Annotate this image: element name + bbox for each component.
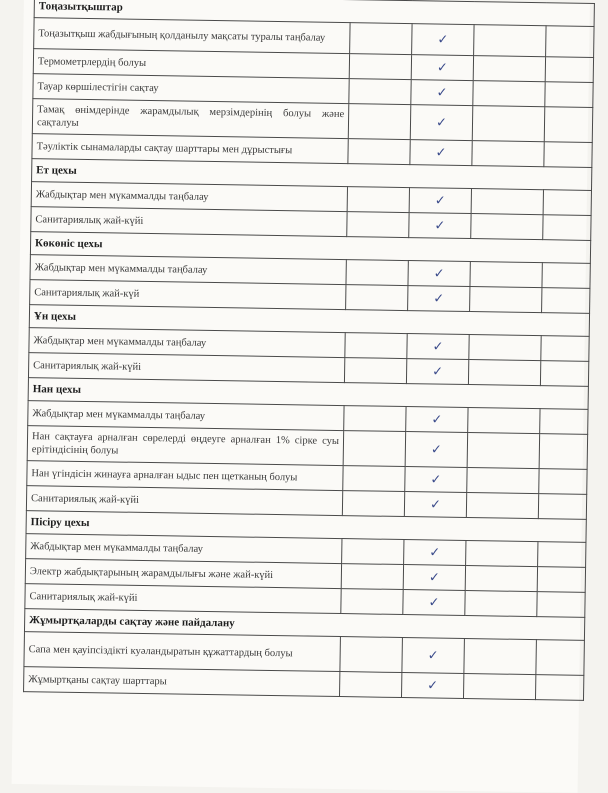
- requirement-label: Жабдықтар мен мүкаммалды таңбалау: [31, 182, 347, 212]
- empty-cell: [467, 468, 539, 494]
- empty-cell: [471, 189, 543, 215]
- empty-cell: [541, 336, 589, 362]
- checkmark-icon: ✓: [432, 338, 444, 355]
- checkmark-icon: ✓: [430, 441, 442, 458]
- empty-cell: [543, 215, 591, 241]
- requirement-label: Санитариялық жай-күйі: [28, 353, 344, 383]
- checkmark-icon: ✓: [429, 496, 442, 513]
- empty-cell: [344, 406, 406, 432]
- empty-cell: [464, 638, 537, 674]
- checkmark-icon: ✓: [427, 647, 439, 664]
- requirement-label: Жабдықтар мен мүкаммалды таңбалау: [26, 534, 342, 564]
- empty-cell: [469, 335, 541, 361]
- checkmark-icon: ✓: [432, 363, 444, 380]
- checkmark-icon: ✓: [436, 84, 448, 101]
- checkmark-icon: ✓: [433, 290, 445, 307]
- empty-cell: [346, 285, 408, 311]
- checkmark-cell: [402, 638, 465, 674]
- checkmark-icon: ✓: [435, 144, 447, 161]
- checkmark-icon: ✓: [427, 677, 439, 694]
- section-title: Нан цехы: [28, 378, 588, 410]
- empty-cell: [467, 433, 540, 469]
- section-title: Жұмыртқаларды сақтау және пайдалану: [24, 609, 584, 641]
- empty-cell: [348, 104, 411, 140]
- checkmark-icon: ✓: [435, 114, 448, 131]
- empty-cell: [546, 26, 594, 58]
- empty-cell: [535, 675, 583, 701]
- section-title: Ұн цехы: [29, 305, 589, 337]
- checkmark-cell: [404, 492, 466, 518]
- empty-cell: [349, 79, 411, 105]
- checkmark-icon: ✓: [428, 594, 440, 611]
- empty-cell: [538, 494, 586, 520]
- empty-cell: [538, 542, 586, 568]
- empty-cell: [466, 493, 538, 519]
- empty-cell: [471, 214, 543, 240]
- empty-cell: [468, 360, 540, 386]
- checkmark-icon: ✓: [433, 265, 445, 282]
- empty-cell: [472, 141, 544, 167]
- requirement-label: Электр жабдықтарының жарамдылығы және жай-күйі: [25, 559, 341, 589]
- empty-cell: [344, 358, 406, 384]
- empty-cell: [350, 23, 412, 55]
- document-sheet: [12, 0, 590, 793]
- empty-cell: [347, 187, 409, 213]
- empty-cell: [466, 541, 538, 567]
- empty-cell: [342, 491, 404, 517]
- empty-cell: [470, 287, 542, 313]
- checkmark-icon: ✓: [434, 217, 446, 234]
- empty-cell: [468, 408, 540, 434]
- empty-cell: [341, 564, 403, 590]
- empty-cell: [472, 106, 545, 142]
- empty-cell: [342, 539, 404, 565]
- checkmark-cell: [408, 286, 470, 312]
- empty-cell: [473, 56, 545, 82]
- checkmark-icon: ✓: [437, 31, 449, 48]
- checkmark-icon: ✓: [428, 569, 440, 586]
- checkmark-cell: [401, 673, 463, 699]
- requirement-label: Тәуліктік сынамаларды сақтау шарттары мен дұрыстығы: [32, 134, 348, 164]
- empty-cell: [539, 469, 587, 495]
- section-title: Ет цехы: [32, 159, 592, 191]
- empty-cell: [340, 637, 403, 673]
- empty-cell: [473, 81, 545, 107]
- requirement-label: Тамақ өнімдерінде жарамдылық мерзімдерінің болуы және сақталуы: [32, 99, 349, 139]
- empty-cell: [544, 142, 592, 168]
- requirement-label: Сапа мен қауіпсіздікті куәландыратын құжаттардың болуы: [24, 632, 341, 672]
- section-title: Пісіру цехы: [26, 511, 586, 543]
- requirement-label: Жұмыртқаны сақтау шарттары: [24, 667, 340, 697]
- empty-cell: [345, 333, 407, 359]
- empty-cell: [539, 434, 588, 470]
- empty-cell: [545, 57, 593, 83]
- checkmark-cell: [412, 24, 474, 56]
- empty-cell: [343, 466, 405, 492]
- empty-cell: [543, 190, 591, 216]
- checkmark-icon: ✓: [429, 544, 441, 561]
- checkmark-cell: [405, 467, 467, 493]
- empty-cell: [341, 589, 403, 615]
- requirement-label: Тоңазытқыш жабдығының қолданылу мақсаты туралы таңбалау: [34, 18, 350, 54]
- empty-cell: [348, 139, 410, 165]
- checkmark-cell: [410, 140, 472, 166]
- requirement-label: Жабдықтар мен мүкаммалды таңбалау: [30, 255, 346, 285]
- empty-cell: [542, 263, 590, 289]
- empty-cell: [465, 566, 537, 592]
- empty-cell: [346, 260, 408, 286]
- requirement-label: Жабдықтар мен мүкаммалды таңбалау: [29, 328, 345, 358]
- checkmark-icon: ✓: [431, 411, 443, 428]
- checkmark-cell: [407, 334, 469, 360]
- requirement-label: Жабдықтар мен мүкаммалды таңбалау: [28, 401, 344, 431]
- requirement-label: Нан үгіндісін жинауға арналған ыдыс пен щетканың болуы: [27, 461, 343, 491]
- empty-cell: [536, 640, 585, 676]
- checkmark-cell: [409, 213, 471, 239]
- empty-cell: [470, 262, 542, 288]
- requirement-label: Тауар көршілестігін сақтау: [33, 74, 349, 104]
- checkmark-cell: [408, 261, 470, 287]
- checkmark-cell: [405, 432, 468, 468]
- checkmark-icon: ✓: [434, 192, 446, 209]
- checkmark-cell: [404, 540, 466, 566]
- empty-cell: [474, 25, 546, 57]
- requirement-label: Санитариялық жай-күйі: [26, 486, 342, 516]
- requirement-label: Санитариялық жай-күйі: [31, 207, 347, 237]
- checkmark-cell: [406, 407, 468, 433]
- empty-cell: [465, 591, 537, 617]
- empty-cell: [537, 567, 585, 593]
- empty-cell: [537, 592, 585, 618]
- checkmark-cell: [411, 55, 473, 81]
- empty-cell: [540, 361, 588, 387]
- requirement-label: Санитариялық жай-күй: [30, 280, 346, 310]
- checkmark-cell: [403, 590, 465, 616]
- empty-cell: [544, 107, 593, 143]
- checklist-body: [24, 0, 595, 700]
- section-title: Көкөніс цехы: [30, 232, 590, 264]
- empty-cell: [347, 212, 409, 238]
- empty-cell: [343, 431, 406, 467]
- checkmark-cell: [411, 80, 473, 106]
- checkmark-cell: [410, 105, 473, 141]
- requirement-label: Термометрлердің болуы: [33, 49, 349, 79]
- empty-cell: [349, 54, 411, 80]
- empty-cell: [542, 288, 590, 314]
- checklist-table: [23, 0, 595, 701]
- checkmark-cell: [406, 359, 468, 385]
- checkmark-cell: [409, 188, 471, 214]
- section-title: Тоңазытқыштар: [34, 0, 594, 26]
- empty-cell: [545, 82, 593, 108]
- requirement-label: Санитариялық жай-күйі: [25, 584, 341, 614]
- requirement-label: Нан сақтауға арналған сөрелерді өңдеуге арналған 1% сірке суы ерітіндісінің болуы: [27, 426, 344, 466]
- checkmark-icon: ✓: [430, 471, 442, 488]
- empty-cell: [340, 672, 402, 698]
- checkmark-icon: ✓: [436, 59, 448, 76]
- checkmark-cell: [403, 565, 465, 591]
- empty-cell: [463, 673, 535, 699]
- empty-cell: [540, 409, 588, 435]
